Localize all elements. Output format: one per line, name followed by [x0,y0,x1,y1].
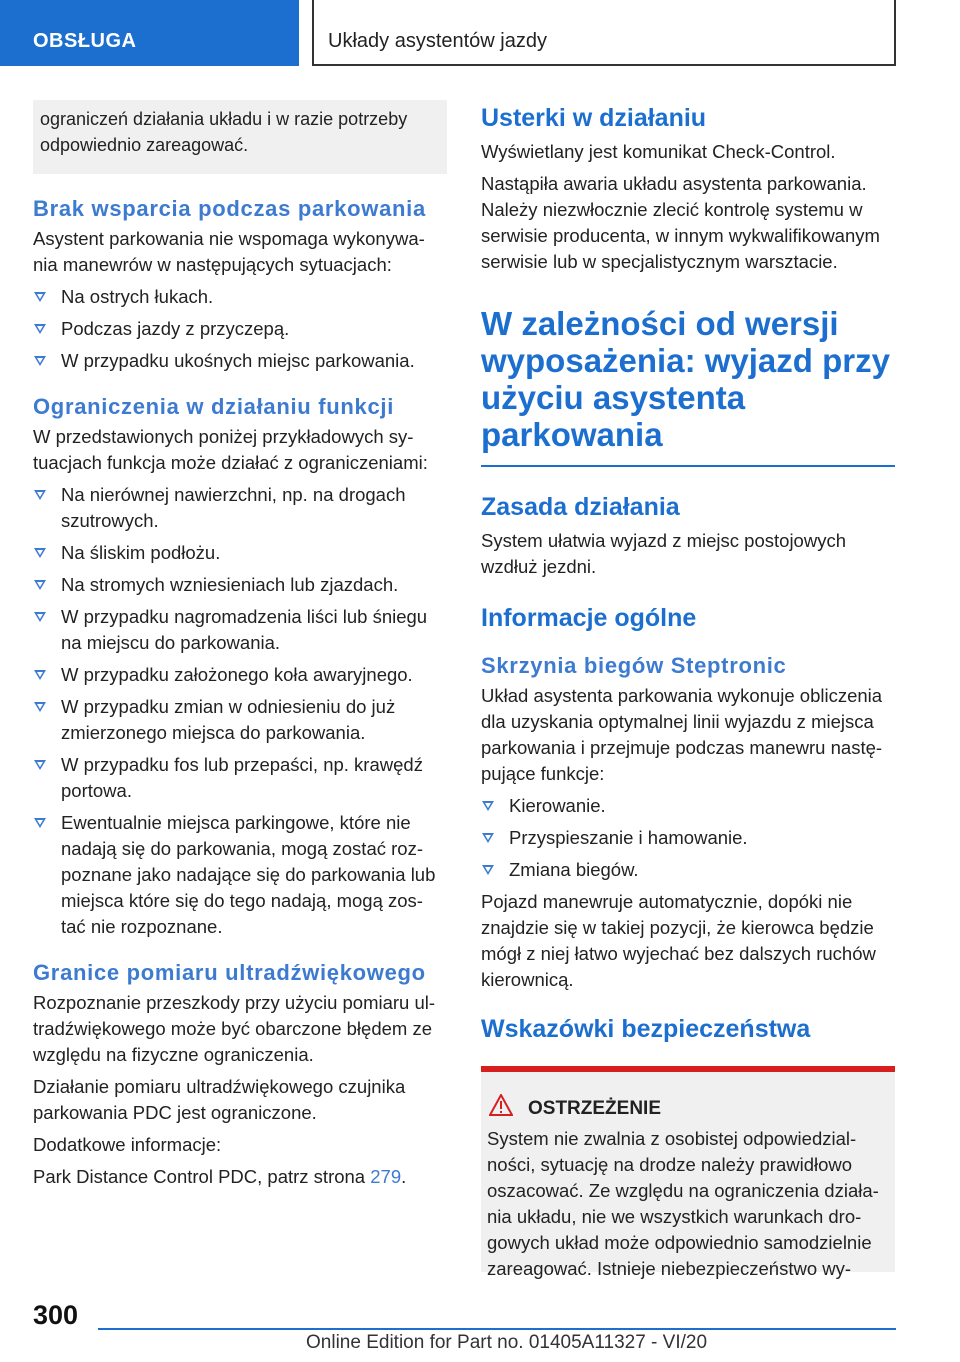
heading-limitations: Ograniczenia w działaniu funkcji [33,394,395,419]
paragraph-additional-info: Dodatkowe informacje: [33,1134,222,1155]
heading-steptronic: Skrzynia biegów Steptronic [481,653,787,678]
warning-text: System nie zwalnia z osobistej odpowiedzial‐ności, sytuację na drodze należy prawidłowo oszacować. Ze względu na ograniczenia działa‐nia układu, nie we wszystkich warunkach dro‐gowych układ może odpowiednio samodzielnie zareagować. Istnieje niebezpieczeństwo wy‐ [487,1128,879,1279]
paragraph-pdc-reference: Park Distance Control PDC, patrz strona 279. [33,1166,407,1187]
list-item: Zmiana biegów. [481,857,895,883]
triangle-bullet-icon [34,324,46,334]
section-label: OBSŁUGA [33,30,137,52]
note-continuation-text: ograniczeń działania układu i w razie potrzeby odpowiednio zareagować. [40,109,408,155]
heading-rule [481,465,895,467]
paragraph-no-support: Asystent parkowania nie wspomaga wykonywa‐nia manewrów w następujących sytuacjach: [33,228,425,275]
triangle-bullet-icon [34,702,46,712]
paragraph-malfunction-2: Nastąpiła awaria układu asystenta parkowania. Należy niezwłocznie zlecić kontrolę systemu w serwisie producenta, w innym wykwalifikowanym serwisie lub w specjalistycznym warsztacie. [481,173,880,272]
paragraph-malfunction-1: Wyświetlany jest komunikat Check-Control. [481,141,836,162]
triangle-bullet-icon [34,548,46,558]
paragraph-ultrasonic-2: Działanie pomiaru ultradźwiękowego czujnika parkowania PDC jest ograniczone. [33,1076,406,1123]
triangle-bullet-icon [34,612,46,622]
edition-label: Online Edition for Part no. 01405A11327 - VI/20 [306,1332,708,1353]
list-functions [481,793,895,883]
list-item: W przypadku nagromadzenia liści lub śniegu na miejscu do parkowania. [33,604,447,656]
heading-safety: Wskazówki bezpieczeństwa [481,1015,811,1043]
warning-triangle-icon [489,1094,513,1116]
triangle-bullet-icon [34,580,46,590]
triangle-bullet-icon [34,670,46,680]
list-item: W przypadku założonego koła awaryjnego. [33,662,447,688]
list-item: Kierowanie. [481,793,895,819]
paragraph-steptronic: Układ asystenta parkowania wykonuje obliczenia dla uzyskania optymalnej linii wyjazdu z miejsca parkowania i przejmuje podczas manewru nastę‐pujące funkcje: [481,685,883,784]
list-item: Na śliskim podłożu. [33,540,447,566]
section-tab [0,0,299,66]
right-column [481,104,895,1044]
triangle-bullet-icon [34,292,46,302]
chapter-tab [312,0,896,66]
heading-ultrasonic: Granice pomiaru ultradźwiękowego [33,960,426,985]
list-item: W przypadku ukośnych miejsc parkowania. [33,348,447,374]
triangle-bullet-icon [34,356,46,366]
triangle-bullet-icon [482,833,494,843]
chapter-heading-park-assist-exit: W zależności od wersji wyposażenia: wyjazd przy użyciu asystenta parkowania [481,305,890,453]
warning-label: OSTRZEŻENIE [528,1098,662,1119]
warning-box [481,1066,895,1279]
triangle-bullet-icon [34,490,46,500]
heading-malfunction: Usterki w działaniu [481,104,707,132]
triangle-bullet-icon [34,760,46,770]
list-item: Na nierównej nawierzchni, np. na drogach szutrowych. [33,482,447,534]
left-column [33,196,447,1190]
note-continuation [33,100,447,174]
list-item: W przypadku fos lub przepaści, np. krawędź portowa. [33,752,447,804]
heading-principle: Zasada działania [481,493,680,521]
heading-general-info: Informacje ogólne [481,604,697,632]
footer-rule [98,1328,896,1330]
list-no-support [33,284,447,374]
heading-no-support: Brak wsparcia podczas parkowania [33,196,426,221]
triangle-bullet-icon [482,801,494,811]
list-item: Ewentualnie miejsca parkingowe, które nie nadają się do parkowania, mogą zostać roz‐poznane jako nadające się do parkowania lub miejsca które się do tego nadają, mogą zos‐tać nie rozpoznane. [33,810,447,940]
triangle-bullet-icon [34,818,46,828]
chapter-label: Układy asystentów jazdy [328,30,547,52]
paragraph-maneuver: Pojazd manewruje automatycznie, dopóki nie znajdzie się w takiej pozycji, że kierowca będzie mógł z niej łatwo wyjechać bez dalszych ruchów kierownicą. [481,891,876,990]
paragraph-limitations: W przedstawionych poniżej przykładowych sy‐tuacjach funkcja może działać z ograniczeniami: [33,426,428,473]
list-item: Przyspieszanie i hamowanie. [481,825,895,851]
list-item: Na stromych wzniesieniach lub zjazdach. [33,572,447,598]
paragraph-ultrasonic-1: Rozpoznanie przeszkody przy użyciu pomiaru ul‐tradźwiękowego może być obarczone błędem ze względu na fizyczne ograniczenia. [33,992,436,1065]
page-number: 300 [33,1300,79,1330]
list-item: W przypadku zmian w odniesieniu do już zmierzonego miejsca do parkowania. [33,694,447,746]
list-limitations [33,482,447,940]
list-item: Podczas jazdy z przyczepą. [33,316,447,342]
list-item: Na ostrych łukach. [33,284,447,310]
paragraph-principle: System ułatwia wyjazd z miejsc postojowych wzdłuż jezdni. [481,530,846,577]
page-link-279[interactable]: 279 [370,1166,402,1187]
triangle-bullet-icon [482,865,494,875]
